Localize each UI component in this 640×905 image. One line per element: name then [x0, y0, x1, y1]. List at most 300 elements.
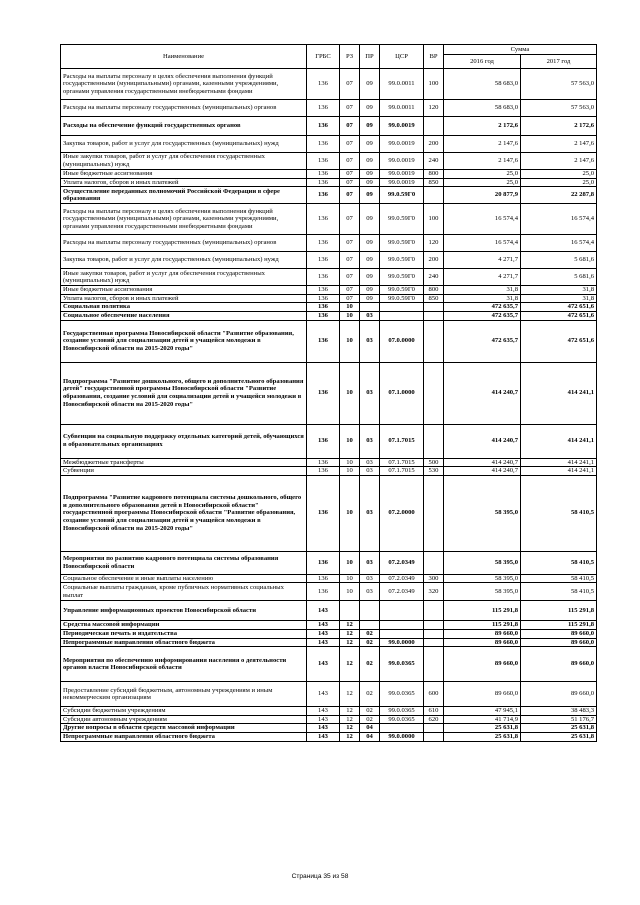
- cell-rz: 10: [340, 311, 360, 320]
- cell-pr: 09: [360, 178, 380, 187]
- cell-name: Непрограммные направления областного бюджета: [61, 732, 307, 741]
- cell-sum-2016: 4 271,7: [444, 252, 521, 269]
- cell-pr: 09: [360, 187, 380, 204]
- cell-sum-2016: 58 683,0: [444, 100, 521, 117]
- table-header: [61, 45, 597, 69]
- cell-rz: 12: [340, 638, 360, 647]
- cell-grbs: 136: [307, 269, 340, 286]
- cell-csr: 99.0.59Г0: [380, 294, 424, 303]
- cell-sum-2017: 5 681,6: [521, 269, 597, 286]
- table-row: [61, 252, 597, 269]
- cell-sum-2016: 414 240,7: [444, 362, 521, 424]
- cell-sum-2016: 115 291,8: [444, 621, 521, 630]
- cell-vr: 530: [424, 467, 444, 476]
- table-row: [61, 362, 597, 424]
- table-row: [61, 136, 597, 153]
- cell-grbs: 143: [307, 601, 340, 621]
- cell-rz: 07: [340, 117, 360, 136]
- table-row: [61, 269, 597, 286]
- cell-sum-2016: 2 172,6: [444, 117, 521, 136]
- cell-name: Осуществление переданных полномочий Российской Федерации в сфере образования: [61, 187, 307, 204]
- cell-sum-2016: 16 574,4: [444, 235, 521, 252]
- cell-pr: 02: [360, 682, 380, 707]
- cell-vr: 240: [424, 269, 444, 286]
- cell-csr: 07.2.0349: [380, 551, 424, 574]
- cell-sum-2017: 38 483,3: [521, 707, 597, 716]
- cell-vr: [424, 638, 444, 647]
- cell-sum-2017: 472 651,6: [521, 303, 597, 312]
- cell-pr: 03: [360, 311, 380, 320]
- cell-vr: [424, 187, 444, 204]
- cell-grbs: 136: [307, 136, 340, 153]
- cell-pr: 09: [360, 170, 380, 179]
- cell-name: Иные бюджетные ассигнования: [61, 286, 307, 295]
- cell-csr: 99.0.59Г0: [380, 204, 424, 235]
- cell-rz: 12: [340, 715, 360, 724]
- cell-sum-2017: 115 291,8: [521, 601, 597, 621]
- cell-pr: [360, 601, 380, 621]
- cell-rz: 10: [340, 583, 360, 601]
- cell-grbs: 136: [307, 424, 340, 458]
- cell-csr: [380, 621, 424, 630]
- cell-sum-2017: 25,0: [521, 170, 597, 179]
- cell-vr: 320: [424, 583, 444, 601]
- cell-vr: 850: [424, 294, 444, 303]
- cell-grbs: 143: [307, 621, 340, 630]
- cell-csr: 99.0.0011: [380, 69, 424, 100]
- cell-vr: [424, 117, 444, 136]
- cell-csr: 99.0.0019: [380, 153, 424, 170]
- cell-rz: 10: [340, 475, 360, 551]
- cell-sum-2017: 414 241,1: [521, 362, 597, 424]
- cell-csr: 99.0.59Г0: [380, 269, 424, 286]
- table-row: [61, 320, 597, 362]
- cell-vr: 120: [424, 235, 444, 252]
- cell-grbs: 136: [307, 467, 340, 476]
- cell-sum-2016: 16 574,4: [444, 204, 521, 235]
- cell-sum-2016: 89 660,0: [444, 682, 521, 707]
- header-year-2016: 2016 год: [444, 55, 521, 69]
- cell-vr: 600: [424, 682, 444, 707]
- table-row: [61, 153, 597, 170]
- cell-rz: 10: [340, 574, 360, 583]
- table-row: [61, 204, 597, 235]
- cell-sum-2017: 57 563,0: [521, 100, 597, 117]
- cell-csr: 99.0.0000: [380, 638, 424, 647]
- cell-grbs: 143: [307, 647, 340, 682]
- cell-grbs: 136: [307, 574, 340, 583]
- cell-rz: [340, 601, 360, 621]
- cell-sum-2017: 89 660,0: [521, 638, 597, 647]
- cell-name: Иные бюджетные ассигнования: [61, 170, 307, 179]
- cell-grbs: 136: [307, 170, 340, 179]
- cell-rz: 10: [340, 424, 360, 458]
- cell-rz: 07: [340, 153, 360, 170]
- cell-vr: [424, 629, 444, 638]
- cell-csr: [380, 629, 424, 638]
- cell-pr: 04: [360, 724, 380, 733]
- cell-vr: [424, 475, 444, 551]
- cell-pr: 03: [360, 362, 380, 424]
- table-row: [61, 647, 597, 682]
- cell-name: Субсидии автономным учреждениям: [61, 715, 307, 724]
- cell-vr: 500: [424, 458, 444, 467]
- table-row: [61, 475, 597, 551]
- table-row: [61, 170, 597, 179]
- cell-name: Мероприятия по развитию кадрового потенциала системы образования Новосибирской области: [61, 551, 307, 574]
- table-row: [61, 629, 597, 638]
- cell-sum-2017: 414 241,1: [521, 458, 597, 467]
- cell-sum-2017: 51 176,7: [521, 715, 597, 724]
- cell-name: Субвенции: [61, 467, 307, 476]
- table-row: [61, 235, 597, 252]
- cell-sum-2016: 414 240,7: [444, 424, 521, 458]
- cell-vr: [424, 303, 444, 312]
- cell-name: Средства массовой информации: [61, 621, 307, 630]
- cell-grbs: 136: [307, 100, 340, 117]
- cell-vr: 100: [424, 204, 444, 235]
- cell-sum-2017: 115 291,8: [521, 621, 597, 630]
- cell-grbs: 143: [307, 724, 340, 733]
- cell-sum-2016: 20 877,9: [444, 187, 521, 204]
- cell-csr: 99.0.0011: [380, 100, 424, 117]
- cell-sum-2016: 58 395,0: [444, 583, 521, 601]
- header-csr: ЦСР: [380, 45, 424, 69]
- cell-rz: 12: [340, 732, 360, 741]
- cell-csr: 99.0.0365: [380, 715, 424, 724]
- cell-sum-2017: 25 631,8: [521, 724, 597, 733]
- cell-csr: [380, 724, 424, 733]
- cell-name: Социальные выплаты гражданам, кроме публичных нормативных социальных выплат: [61, 583, 307, 601]
- cell-sum-2017: 5 681,6: [521, 252, 597, 269]
- cell-sum-2017: 16 574,4: [521, 204, 597, 235]
- table-row: [61, 69, 597, 100]
- table-row: [61, 601, 597, 621]
- header-name: Наименование: [61, 45, 307, 69]
- cell-pr: 09: [360, 153, 380, 170]
- cell-name: Подпрограмма "Развитие кадрового потенциала системы дошкольного, общего и дополнительного образования детей в Новосибирской области" государственной программы Новосибирской области "Развитие образования, создание условий для социализации детей и учащейся молодежи в Новосибирской области на 2015-2020 годы": [61, 475, 307, 551]
- cell-grbs: 136: [307, 583, 340, 601]
- table-row: [61, 303, 597, 312]
- cell-rz: 07: [340, 69, 360, 100]
- cell-grbs: 143: [307, 715, 340, 724]
- cell-sum-2016: 47 945,1: [444, 707, 521, 716]
- cell-vr: [424, 311, 444, 320]
- cell-rz: 07: [340, 178, 360, 187]
- cell-pr: 04: [360, 732, 380, 741]
- cell-sum-2016: 472 635,7: [444, 303, 521, 312]
- cell-grbs: 136: [307, 187, 340, 204]
- cell-rz: 12: [340, 629, 360, 638]
- cell-sum-2016: 31,8: [444, 294, 521, 303]
- cell-csr: 07.2.0000: [380, 475, 424, 551]
- cell-name: Субвенции на социальную поддержку отдельных категорий детей, обучающихся в образовательных организациях: [61, 424, 307, 458]
- cell-sum-2017: 22 287,8: [521, 187, 597, 204]
- cell-sum-2016: 25,0: [444, 170, 521, 179]
- cell-name: Другие вопросы в области средств массовой информации: [61, 724, 307, 733]
- table-row: [61, 458, 597, 467]
- cell-rz: 10: [340, 458, 360, 467]
- cell-rz: 10: [340, 551, 360, 574]
- table-row: [61, 682, 597, 707]
- cell-sum-2016: 2 147,6: [444, 136, 521, 153]
- cell-grbs: 136: [307, 117, 340, 136]
- cell-name: Непрограммные направления областного бюджета: [61, 638, 307, 647]
- table-row: [61, 551, 597, 574]
- cell-vr: [424, 621, 444, 630]
- cell-csr: [380, 601, 424, 621]
- cell-grbs: 143: [307, 638, 340, 647]
- cell-vr: 100: [424, 69, 444, 100]
- cell-name: Расходы на обеспечение функций государственных органов: [61, 117, 307, 136]
- header-pr: ПР: [360, 45, 380, 69]
- cell-sum-2016: 25 631,8: [444, 732, 521, 741]
- cell-csr: 99.0.0019: [380, 117, 424, 136]
- cell-sum-2017: 25 631,8: [521, 732, 597, 741]
- cell-pr: 09: [360, 117, 380, 136]
- cell-vr: 240: [424, 153, 444, 170]
- table-row: [61, 178, 597, 187]
- cell-sum-2016: 25 631,8: [444, 724, 521, 733]
- cell-pr: 03: [360, 458, 380, 467]
- cell-rz: 10: [340, 303, 360, 312]
- cell-pr: 09: [360, 100, 380, 117]
- cell-vr: [424, 732, 444, 741]
- cell-sum-2017: 2 147,6: [521, 153, 597, 170]
- table-row: [61, 100, 597, 117]
- cell-sum-2017: 414 241,1: [521, 467, 597, 476]
- cell-sum-2017: 58 410,5: [521, 475, 597, 551]
- cell-name: Субсидии бюджетным учреждениям: [61, 707, 307, 716]
- cell-rz: 07: [340, 100, 360, 117]
- cell-pr: 09: [360, 235, 380, 252]
- cell-sum-2016: 472 635,7: [444, 320, 521, 362]
- cell-vr: 800: [424, 170, 444, 179]
- table-row: [61, 732, 597, 741]
- cell-sum-2016: 89 660,0: [444, 647, 521, 682]
- cell-sum-2016: 25,0: [444, 178, 521, 187]
- cell-name: Уплата налогов, сборов и иных платежей: [61, 294, 307, 303]
- cell-pr: [360, 303, 380, 312]
- cell-name: Расходы на выплаты персоналу в целях обеспечения выполнения функций государственными (муниципальными) органами, казенными учреждениями, органами управления государственными внебюджетными фондами: [61, 69, 307, 100]
- cell-pr: 03: [360, 551, 380, 574]
- table-row: [61, 707, 597, 716]
- cell-sum-2016: 414 240,7: [444, 467, 521, 476]
- cell-grbs: 136: [307, 286, 340, 295]
- cell-pr: 09: [360, 269, 380, 286]
- cell-rz: 07: [340, 204, 360, 235]
- cell-grbs: 136: [307, 252, 340, 269]
- cell-vr: 120: [424, 100, 444, 117]
- cell-csr: 07.1.0000: [380, 362, 424, 424]
- cell-sum-2017: 89 660,0: [521, 647, 597, 682]
- cell-sum-2017: 31,8: [521, 286, 597, 295]
- cell-csr: 99.0.59Г0: [380, 187, 424, 204]
- cell-pr: 02: [360, 638, 380, 647]
- cell-sum-2017: 31,8: [521, 294, 597, 303]
- cell-vr: 850: [424, 178, 444, 187]
- cell-pr: 09: [360, 294, 380, 303]
- cell-csr: 07.1.7015: [380, 424, 424, 458]
- cell-sum-2017: 472 651,6: [521, 311, 597, 320]
- cell-sum-2017: 58 410,5: [521, 551, 597, 574]
- cell-pr: [360, 621, 380, 630]
- cell-name: Мероприятия по обеспечению информирования населения о деятельности органов власти Новосибирской области: [61, 647, 307, 682]
- table-row: [61, 574, 597, 583]
- table-row: [61, 117, 597, 136]
- cell-rz: 12: [340, 724, 360, 733]
- header-year-2017: 2017 год: [521, 55, 597, 69]
- cell-sum-2017: 16 574,4: [521, 235, 597, 252]
- cell-sum-2016: 89 660,0: [444, 629, 521, 638]
- cell-csr: 99.0.0019: [380, 170, 424, 179]
- cell-sum-2016: 89 660,0: [444, 638, 521, 647]
- cell-sum-2016: 2 147,6: [444, 153, 521, 170]
- cell-pr: 02: [360, 629, 380, 638]
- cell-name: Предоставление субсидий бюджетным, автономным учреждениям и иным некоммерческим организациям: [61, 682, 307, 707]
- cell-sum-2016: 31,8: [444, 286, 521, 295]
- cell-vr: [424, 551, 444, 574]
- cell-grbs: 136: [307, 178, 340, 187]
- cell-csr: 99.0.59Г0: [380, 235, 424, 252]
- cell-csr: 07.1.7015: [380, 467, 424, 476]
- cell-csr: 07.0.0000: [380, 320, 424, 362]
- cell-grbs: 143: [307, 682, 340, 707]
- cell-sum-2017: 25,0: [521, 178, 597, 187]
- cell-pr: 09: [360, 286, 380, 295]
- cell-name: Социальная политика: [61, 303, 307, 312]
- cell-grbs: 143: [307, 732, 340, 741]
- table-row: [61, 286, 597, 295]
- cell-grbs: 136: [307, 475, 340, 551]
- cell-sum-2017: 89 660,0: [521, 629, 597, 638]
- cell-sum-2016: 58 395,0: [444, 574, 521, 583]
- cell-csr: 07.2.0349: [380, 574, 424, 583]
- cell-sum-2016: 472 635,7: [444, 311, 521, 320]
- header-grbs: ГРБС: [307, 45, 340, 69]
- cell-pr: 02: [360, 715, 380, 724]
- cell-name: Иные закупки товаров, работ и услуг для обеспечения государственных (муниципальных) нужд: [61, 269, 307, 286]
- cell-grbs: 136: [307, 204, 340, 235]
- cell-name: Расходы на выплаты персоналу государственных (муниципальных) органов: [61, 235, 307, 252]
- cell-sum-2017: 58 410,5: [521, 574, 597, 583]
- cell-grbs: 136: [307, 362, 340, 424]
- cell-name: Подпрограмма "Развитие дошкольного, общего и дополнительного образования детей" государственной программы Новосибирской области "Развитие образования, создание условий для социализации детей и учащейся молодежи в Новосибирской области на 2015-2020 годы": [61, 362, 307, 424]
- cell-csr: [380, 311, 424, 320]
- cell-rz: 12: [340, 707, 360, 716]
- cell-sum-2017: 472 651,6: [521, 320, 597, 362]
- cell-rz: 07: [340, 235, 360, 252]
- header-rz: РЗ: [340, 45, 360, 69]
- cell-name: Управление информационных проектов Новосибирской области: [61, 601, 307, 621]
- cell-pr: 03: [360, 320, 380, 362]
- cell-rz: 07: [340, 170, 360, 179]
- header-sum: Сумма: [444, 45, 597, 55]
- cell-sum-2016: 58 395,0: [444, 551, 521, 574]
- cell-rz: 07: [340, 187, 360, 204]
- table-row: [61, 467, 597, 476]
- table-row: [61, 715, 597, 724]
- cell-vr: 620: [424, 715, 444, 724]
- cell-sum-2016: 41 714,9: [444, 715, 521, 724]
- cell-sum-2017: 414 241,1: [521, 424, 597, 458]
- cell-sum-2017: 2 172,6: [521, 117, 597, 136]
- cell-vr: 800: [424, 286, 444, 295]
- cell-rz: 07: [340, 286, 360, 295]
- cell-csr: 99.0.0365: [380, 707, 424, 716]
- page-number: Страница 35 из 58: [291, 873, 349, 880]
- cell-name: Закупка товаров, работ и услуг для государственных (муниципальных) нужд: [61, 136, 307, 153]
- cell-csr: 07.1.7015: [380, 458, 424, 467]
- cell-pr: 03: [360, 475, 380, 551]
- table-row: [61, 638, 597, 647]
- cell-name: Социальное обеспечение населения: [61, 311, 307, 320]
- cell-csr: 99.0.0365: [380, 647, 424, 682]
- cell-vr: [424, 647, 444, 682]
- cell-csr: 99.0.59Г0: [380, 252, 424, 269]
- cell-vr: 200: [424, 252, 444, 269]
- cell-grbs: 136: [307, 551, 340, 574]
- cell-vr: [424, 724, 444, 733]
- cell-name: Уплата налогов, сборов и иных платежей: [61, 178, 307, 187]
- cell-vr: [424, 424, 444, 458]
- cell-pr: 09: [360, 136, 380, 153]
- cell-grbs: 143: [307, 629, 340, 638]
- cell-grbs: 136: [307, 235, 340, 252]
- cell-rz: 07: [340, 269, 360, 286]
- cell-rz: 10: [340, 362, 360, 424]
- table-row: [61, 424, 597, 458]
- cell-vr: 300: [424, 574, 444, 583]
- cell-pr: 03: [360, 574, 380, 583]
- cell-grbs: 136: [307, 311, 340, 320]
- cell-grbs: 136: [307, 320, 340, 362]
- cell-sum-2016: 115 291,8: [444, 601, 521, 621]
- cell-sum-2017: 2 147,6: [521, 136, 597, 153]
- cell-vr: 610: [424, 707, 444, 716]
- cell-rz: 10: [340, 320, 360, 362]
- cell-name: Расходы на выплаты персоналу государственных (муниципальных) органов: [61, 100, 307, 117]
- cell-pr: 09: [360, 204, 380, 235]
- cell-csr: 99.0.0019: [380, 136, 424, 153]
- cell-pr: 02: [360, 647, 380, 682]
- cell-name: Социальное обеспечение и иные выплаты населению: [61, 574, 307, 583]
- budget-table: [60, 44, 597, 742]
- cell-grbs: 136: [307, 69, 340, 100]
- cell-sum-2016: 58 683,0: [444, 69, 521, 100]
- cell-sum-2016: 58 395,0: [444, 475, 521, 551]
- cell-vr: [424, 601, 444, 621]
- cell-sum-2017: 57 563,0: [521, 69, 597, 100]
- cell-pr: 03: [360, 467, 380, 476]
- table-row: [61, 724, 597, 733]
- cell-csr: 99.0.0000: [380, 732, 424, 741]
- cell-name: Межбюджетные трансферты: [61, 458, 307, 467]
- cell-vr: [424, 362, 444, 424]
- cell-vr: 200: [424, 136, 444, 153]
- cell-sum-2017: 58 410,5: [521, 583, 597, 601]
- cell-name: Закупка товаров, работ и услуг для государственных (муниципальных) нужд: [61, 252, 307, 269]
- cell-name: Расходы на выплаты персоналу в целях обеспечения выполнения функций государственными (муниципальными) органами, казенными учреждениями, органами управления государственными внебюджетными фондами: [61, 204, 307, 235]
- cell-csr: [380, 303, 424, 312]
- cell-rz: 10: [340, 467, 360, 476]
- cell-pr: 03: [360, 424, 380, 458]
- cell-grbs: 136: [307, 303, 340, 312]
- table-row: [61, 294, 597, 303]
- cell-name: Периодическая печать и издательства: [61, 629, 307, 638]
- cell-sum-2016: 4 271,7: [444, 269, 521, 286]
- cell-grbs: 136: [307, 153, 340, 170]
